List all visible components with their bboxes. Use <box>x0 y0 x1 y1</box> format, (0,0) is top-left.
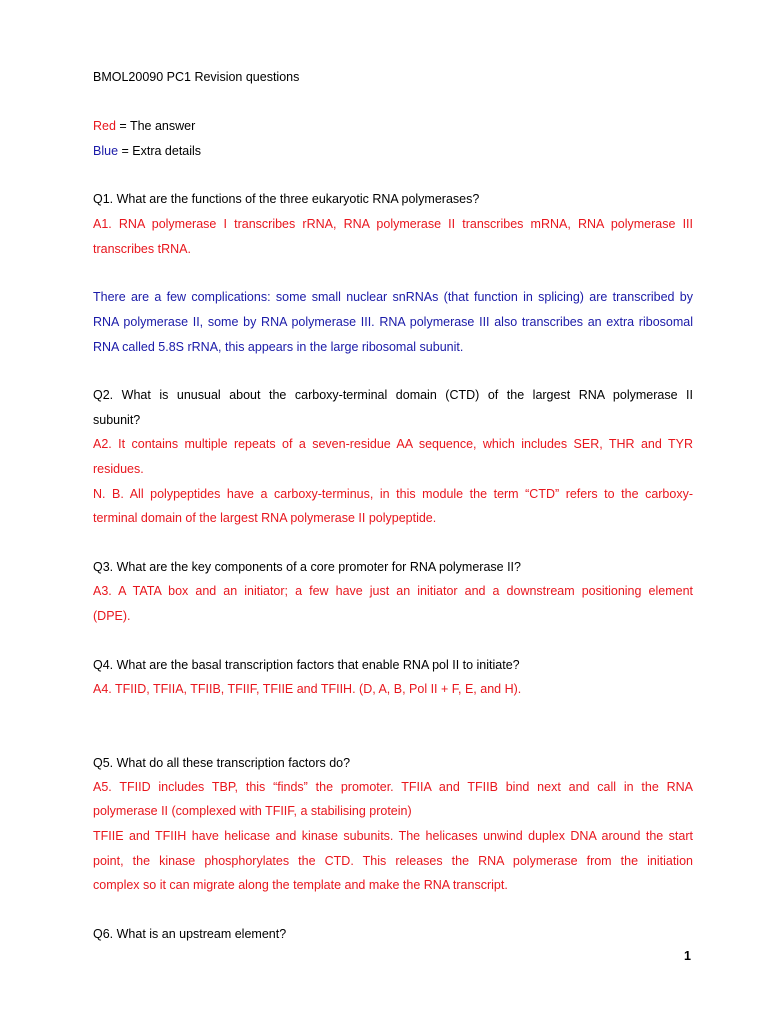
legend-blue <box>93 143 693 159</box>
answer-5-line-4: point, the kinase phosphorylates the CTD. This releases the RNA polymerase from the initiation <box>93 854 693 868</box>
question-2-line-2: subunit? <box>93 413 141 427</box>
page-number: 1 <box>684 949 691 963</box>
answer-2-line-1: A2. It contains multiple repeats of a seven-residue AA sequence, which includes SER, THR and TYR <box>93 437 693 451</box>
question-5: Q5. What do all these transcription factors do? <box>93 756 351 770</box>
answer-2-note-line-2: terminal domain of the largest RNA polymerase II polypeptide. <box>93 511 437 525</box>
legend-red-text: = The answer <box>115 119 196 133</box>
answer-5-line-5: complex so it can migrate along the template and make the RNA transcript. <box>93 878 508 892</box>
details-1-line-2: RNA polymerase II, some by RNA polymerase III. RNA polymerase III also transcribes an extra ribosomal <box>93 315 693 329</box>
answer-1-line-2: transcribes tRNA. <box>93 242 191 256</box>
legend-blue-text: = Extra details <box>118 144 202 158</box>
question-2-line-1: Q2. What is unusual about the carboxy-terminal domain (CTD) of the largest RNA polymerase II <box>93 388 693 402</box>
document-title: BMOL20090 PC1 Revision questions <box>93 70 300 84</box>
details-1-line-1: There are a few complications: some small nuclear snRNAs (that function in splicing) are transcribed by <box>93 290 693 304</box>
legend-blue-word: Blue <box>93 144 119 158</box>
question-3: Q3. What are the key components of a core promoter for RNA polymerase II? <box>93 560 521 574</box>
question-1: Q1. What are the functions of the three eukaryotic RNA polymerases? <box>93 192 480 206</box>
answer-4: A4. TFIID, TFIIA, TFIIB, TFIIF, TFIIE and TFIIH. (D, A, B, Pol II + F, E, and H). <box>93 682 522 696</box>
legend-red-word: Red <box>93 119 116 133</box>
question-4: Q4. What are the basal transcription factors that enable RNA pol II to initiate? <box>93 658 520 672</box>
question-6: Q6. What is an upstream element? <box>93 927 287 941</box>
answer-3-line-2: (DPE). <box>93 609 131 623</box>
answer-5-line-3: TFIIE and TFIIH have helicase and kinase subunits. The helicases unwind duplex DNA around the start <box>93 829 693 843</box>
answer-5-line-2: polymerase II (complexed with TFIIF, a stabilising protein) <box>93 804 412 818</box>
legend-red <box>93 118 693 134</box>
answer-5-line-1: A5. TFIID includes TBP, this “finds” the promoter. TFIIA and TFIIB bind next and call in the RNA <box>93 780 693 794</box>
answer-3-line-1: A3. A TATA box and an initiator; a few have just an initiator and a downstream positioning element <box>93 584 693 598</box>
answer-2-line-2: residues. <box>93 462 144 476</box>
details-1-line-3: RNA called 5.8S rRNA, this appears in the large ribosomal subunit. <box>93 340 464 354</box>
answer-1-line-1: A1. RNA polymerase I transcribes rRNA, RNA polymerase II transcribes mRNA, RNA polymerase III <box>93 217 693 231</box>
answer-2-note-line-1: N. B. All polypeptides have a carboxy-terminus, in this module the term “CTD” refers to the carboxy- <box>93 487 693 501</box>
